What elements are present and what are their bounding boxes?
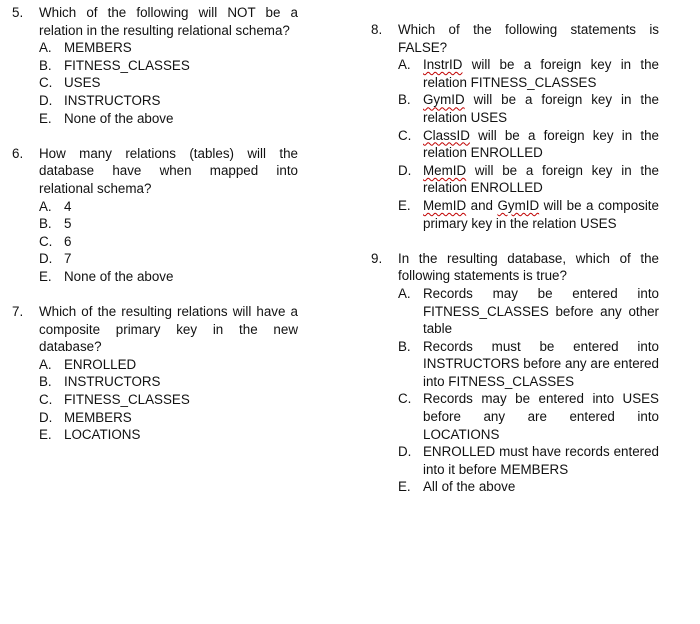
key-term: MemID (423, 162, 467, 178)
question-text: Which of the resulting relations will have a composite primary key in the new database? (39, 304, 298, 355)
question-5 (12, 4, 298, 127)
option-a: A. 4 (39, 198, 72, 214)
key-term: ClassID (423, 127, 470, 143)
option-d: D. MEMBERS (39, 409, 132, 425)
question-number: 6. (12, 145, 24, 161)
left-column (12, 4, 298, 444)
question-number: 8. (371, 22, 383, 37)
option-d: D. MemID will be a foreign key in the relation ENROLLED (398, 162, 659, 196)
question-text: In the resulting database, which of the following statements is true? (398, 250, 659, 284)
option-c: C. FITNESS_CLASSES (39, 392, 190, 408)
option-a: A. InstrID will be a foreign key in the relation FITNESS_CLASSES (398, 57, 659, 90)
right-column (371, 21, 659, 496)
option-b: B. FITNESS_CLASSES (39, 57, 190, 73)
option-e: E. LOCATIONS (39, 427, 141, 443)
option-e: E. None of the above (39, 268, 174, 284)
option-d: D. INSTRUCTORS (39, 92, 161, 108)
option-e: E. All of the above (398, 479, 516, 495)
option-a: A. Records may be entered into FITNESS_CLASSES before any other table (398, 285, 659, 337)
key-term: GymID (423, 92, 465, 108)
key-term: InstrID (423, 57, 463, 73)
option-c: C. Records may be entered into USES before any are entered into LOCATIONS (398, 391, 659, 442)
option-c: C. USES (39, 75, 101, 91)
option-b: B. GymID will be a foreign key in the relation USES (398, 92, 659, 125)
question-9 (371, 250, 659, 496)
option-d: D. 7 (39, 251, 72, 267)
option-e: E. None of the above (39, 110, 174, 126)
key-term: MemID (423, 197, 467, 213)
option-a: A. ENROLLED (39, 356, 137, 372)
key-term: GymID (497, 197, 540, 213)
question-8 (371, 21, 659, 232)
option-a: A. MEMBERS (39, 40, 132, 56)
question-number: 5. (12, 5, 24, 20)
question-text: How many relations (tables) will the database have when mapped into relational schema? (39, 145, 298, 196)
question-text: Which of the following will NOT be a relation in the resulting relational schema? (39, 5, 298, 38)
question-6 (12, 145, 298, 286)
option-c: C. 6 (39, 233, 72, 249)
option-d: D. ENROLLED must have records entered into it before MEMBERS (398, 444, 659, 477)
option-b: B. Records must be entered into INSTRUCTORS before any are entered into FITNESS_CLASSES (398, 338, 659, 389)
option-c: C. ClassID will be a foreign key in the relation ENROLLED (398, 127, 659, 161)
question-number: 9. (371, 250, 383, 266)
question-number: 7. (12, 304, 24, 320)
option-b: B. INSTRUCTORS (39, 374, 161, 390)
question-7 (12, 303, 298, 444)
option-e: E. MemID and GymID will be a composite primary key in the relation USES (398, 197, 659, 231)
question-text: Which of the following statements is FALSE? (398, 22, 659, 55)
option-b: B. 5 (39, 216, 72, 232)
